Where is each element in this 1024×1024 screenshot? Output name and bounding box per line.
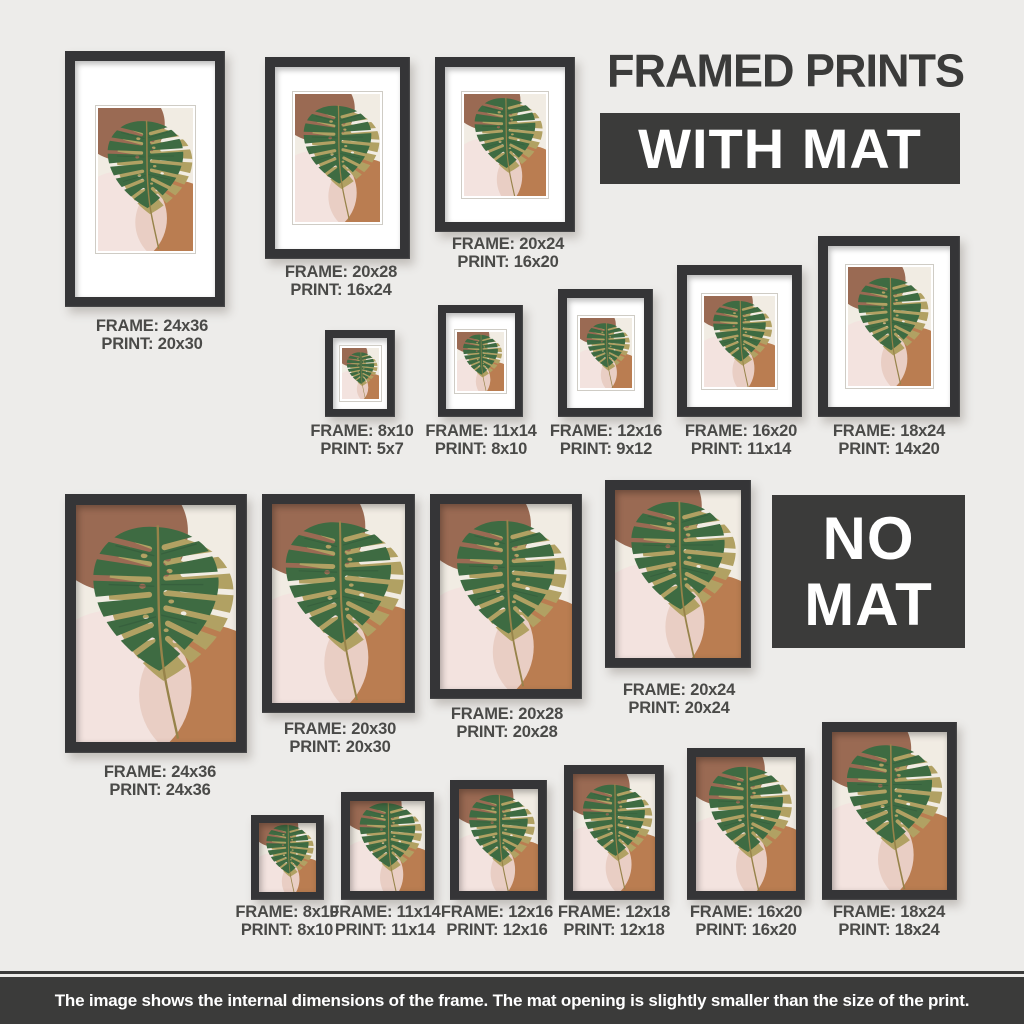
frame-size-text: FRAME: 8x10 (310, 422, 414, 440)
frame-no-mat-12x18 (564, 765, 664, 900)
size-label-with-mat-18x24 (833, 423, 945, 458)
size-label-with-mat-11x14 (425, 423, 536, 458)
print-size-text: PRINT: 11x14 (690, 439, 792, 458)
print-area (573, 774, 655, 891)
print-area (615, 490, 741, 658)
footer-note: The image shows the internal dimensions of the frame. The mat opening is slightly smaller than the size of the print. (54, 990, 970, 1010)
size-label-no-mat-18x24 (833, 904, 945, 939)
frame-no-mat-20x28 (430, 494, 582, 699)
monstera-print-artwork (704, 296, 775, 387)
frame-size-text: FRAME: 20x30 (283, 720, 397, 738)
mat-opening (577, 315, 635, 391)
print-size-text: PRINT: 24x36 (109, 780, 211, 799)
frame-size-text: FRAME: 20x28 (284, 263, 398, 281)
print-area (259, 823, 316, 892)
frame-size-text: FRAME: 24x36 (95, 317, 209, 335)
print-area (76, 505, 236, 742)
footer-bar (0, 977, 1024, 1024)
mat-opening (845, 264, 934, 389)
frame-with-mat-8x10 (325, 330, 395, 417)
print-area (440, 504, 572, 689)
frame-size-text: FRAME: 24x36 (103, 763, 217, 781)
frame-size-text: FRAME: 18x24 (832, 422, 946, 440)
frame-no-mat-18x24 (822, 722, 957, 900)
monstera-print-artwork (350, 801, 425, 891)
print-size-text: PRINT: 20x24 (628, 698, 730, 717)
print-size-text: PRINT: 9x12 (559, 439, 653, 458)
mat-board (333, 338, 387, 409)
frame-with-mat-20x24 (435, 57, 575, 232)
print-area (459, 789, 538, 891)
frame-size-text: FRAME: 12x18 (557, 903, 671, 921)
print-area (832, 732, 947, 890)
size-label-no-mat-16x20 (690, 904, 802, 939)
monstera-print-artwork (440, 504, 572, 689)
frame-size-text: FRAME: 18x24 (832, 903, 946, 921)
frame-size-text: FRAME: 12x16 (440, 903, 554, 921)
frame-no-mat-16x20 (687, 748, 805, 900)
size-label-with-mat-20x28 (285, 264, 397, 299)
with-mat-badge (600, 113, 960, 184)
mat-board (446, 313, 515, 409)
monstera-print-artwork (580, 318, 632, 388)
size-label-with-mat-20x24 (452, 236, 564, 271)
frame-no-mat-24x36 (65, 494, 247, 753)
frame-with-mat-20x28 (265, 57, 410, 259)
mat-board (445, 67, 565, 222)
frame-with-mat-24x36 (65, 51, 225, 307)
frame-with-mat-11x14 (438, 305, 523, 417)
size-label-no-mat-20x30 (284, 721, 396, 756)
mat-board (687, 275, 792, 407)
size-label-with-mat-12x16 (550, 423, 662, 458)
print-size-text: PRINT: 5x7 (320, 439, 404, 458)
print-size-text: PRINT: 16x24 (290, 280, 392, 299)
size-label-no-mat-24x36 (104, 764, 216, 799)
frame-with-mat-12x16 (558, 289, 653, 417)
mat-opening (454, 329, 507, 394)
frame-size-text: FRAME: 20x24 (451, 235, 565, 253)
size-label-no-mat-12x16 (441, 904, 553, 939)
monstera-print-artwork (615, 490, 741, 658)
frame-size-text: FRAME: 11x14 (329, 903, 441, 921)
monstera-print-artwork (272, 504, 405, 703)
size-label-with-mat-16x20 (685, 423, 797, 458)
mat-opening (339, 345, 382, 402)
print-size-text: PRINT: 20x30 (101, 334, 203, 353)
frame-no-mat-8x10 (251, 815, 324, 900)
print-size-text: PRINT: 11x14 (334, 920, 436, 939)
mat-board (567, 298, 644, 408)
size-label-with-mat-24x36 (96, 318, 208, 353)
frame-size-text: FRAME: 20x24 (622, 681, 736, 699)
no-mat-badge (772, 495, 965, 648)
mat-board (75, 61, 215, 297)
print-size-text: PRINT: 12x18 (563, 920, 665, 939)
frame-size-text: FRAME: 12x16 (549, 422, 663, 440)
monstera-print-artwork (464, 94, 546, 196)
print-size-text: PRINT: 16x20 (457, 252, 559, 271)
frame-with-mat-16x20 (677, 265, 802, 417)
mat-opening (461, 91, 549, 199)
mat-opening (95, 105, 196, 254)
print-size-text: PRINT: 16x20 (695, 920, 797, 939)
no-mat-badge-line1: NO (822, 504, 915, 572)
chart-title: FRAMED PRINTS (607, 44, 964, 98)
size-label-no-mat-12x18 (558, 904, 670, 939)
monstera-print-artwork (573, 774, 655, 891)
size-label-no-mat-8x10 (235, 904, 338, 939)
frame-no-mat-12x16 (450, 780, 547, 900)
monstera-print-artwork (848, 267, 931, 386)
no-mat-badge-line2: MAT (804, 570, 933, 638)
print-size-text: PRINT: 12x16 (446, 920, 548, 939)
print-area (350, 801, 425, 891)
print-area (272, 504, 405, 703)
mat-board (828, 246, 950, 407)
monstera-print-artwork (259, 823, 316, 892)
print-size-text: PRINT: 14x20 (838, 439, 940, 458)
monstera-print-artwork (459, 789, 538, 891)
frame-no-mat-11x14 (341, 792, 434, 900)
mat-board (275, 67, 400, 249)
print-size-text: PRINT: 20x28 (456, 722, 558, 741)
frame-no-mat-20x30 (262, 494, 415, 713)
monstera-print-artwork (832, 732, 947, 890)
print-area (696, 757, 796, 891)
frame-size-text: FRAME: 20x28 (450, 705, 564, 723)
mat-opening (701, 293, 778, 390)
print-size-text: PRINT: 20x30 (289, 737, 391, 756)
monstera-print-artwork (696, 757, 796, 891)
mat-opening (292, 91, 383, 225)
frame-with-mat-18x24 (818, 236, 960, 417)
frame-size-text: FRAME: 16x20 (684, 422, 798, 440)
frame-size-text: FRAME: 8x10 (235, 903, 339, 921)
frame-no-mat-20x24 (605, 480, 751, 668)
print-size-text: PRINT: 8x10 (434, 439, 528, 458)
monstera-print-artwork (76, 505, 236, 742)
monstera-print-artwork (295, 94, 380, 222)
print-size-text: PRINT: 8x10 (240, 920, 334, 939)
monstera-print-artwork (457, 332, 504, 391)
size-label-no-mat-20x24 (623, 682, 735, 717)
print-size-text: PRINT: 18x24 (838, 920, 940, 939)
monstera-print-artwork (342, 348, 379, 399)
monstera-print-artwork (98, 108, 193, 251)
frame-size-text: FRAME: 11x14 (425, 422, 537, 440)
size-label-with-mat-8x10 (310, 423, 413, 458)
size-label-no-mat-20x28 (451, 706, 563, 741)
frame-size-text: FRAME: 16x20 (689, 903, 803, 921)
with-mat-badge-text: WITH MAT (638, 117, 922, 180)
size-label-no-mat-11x14 (329, 904, 440, 939)
footer-divider (0, 971, 1024, 974)
